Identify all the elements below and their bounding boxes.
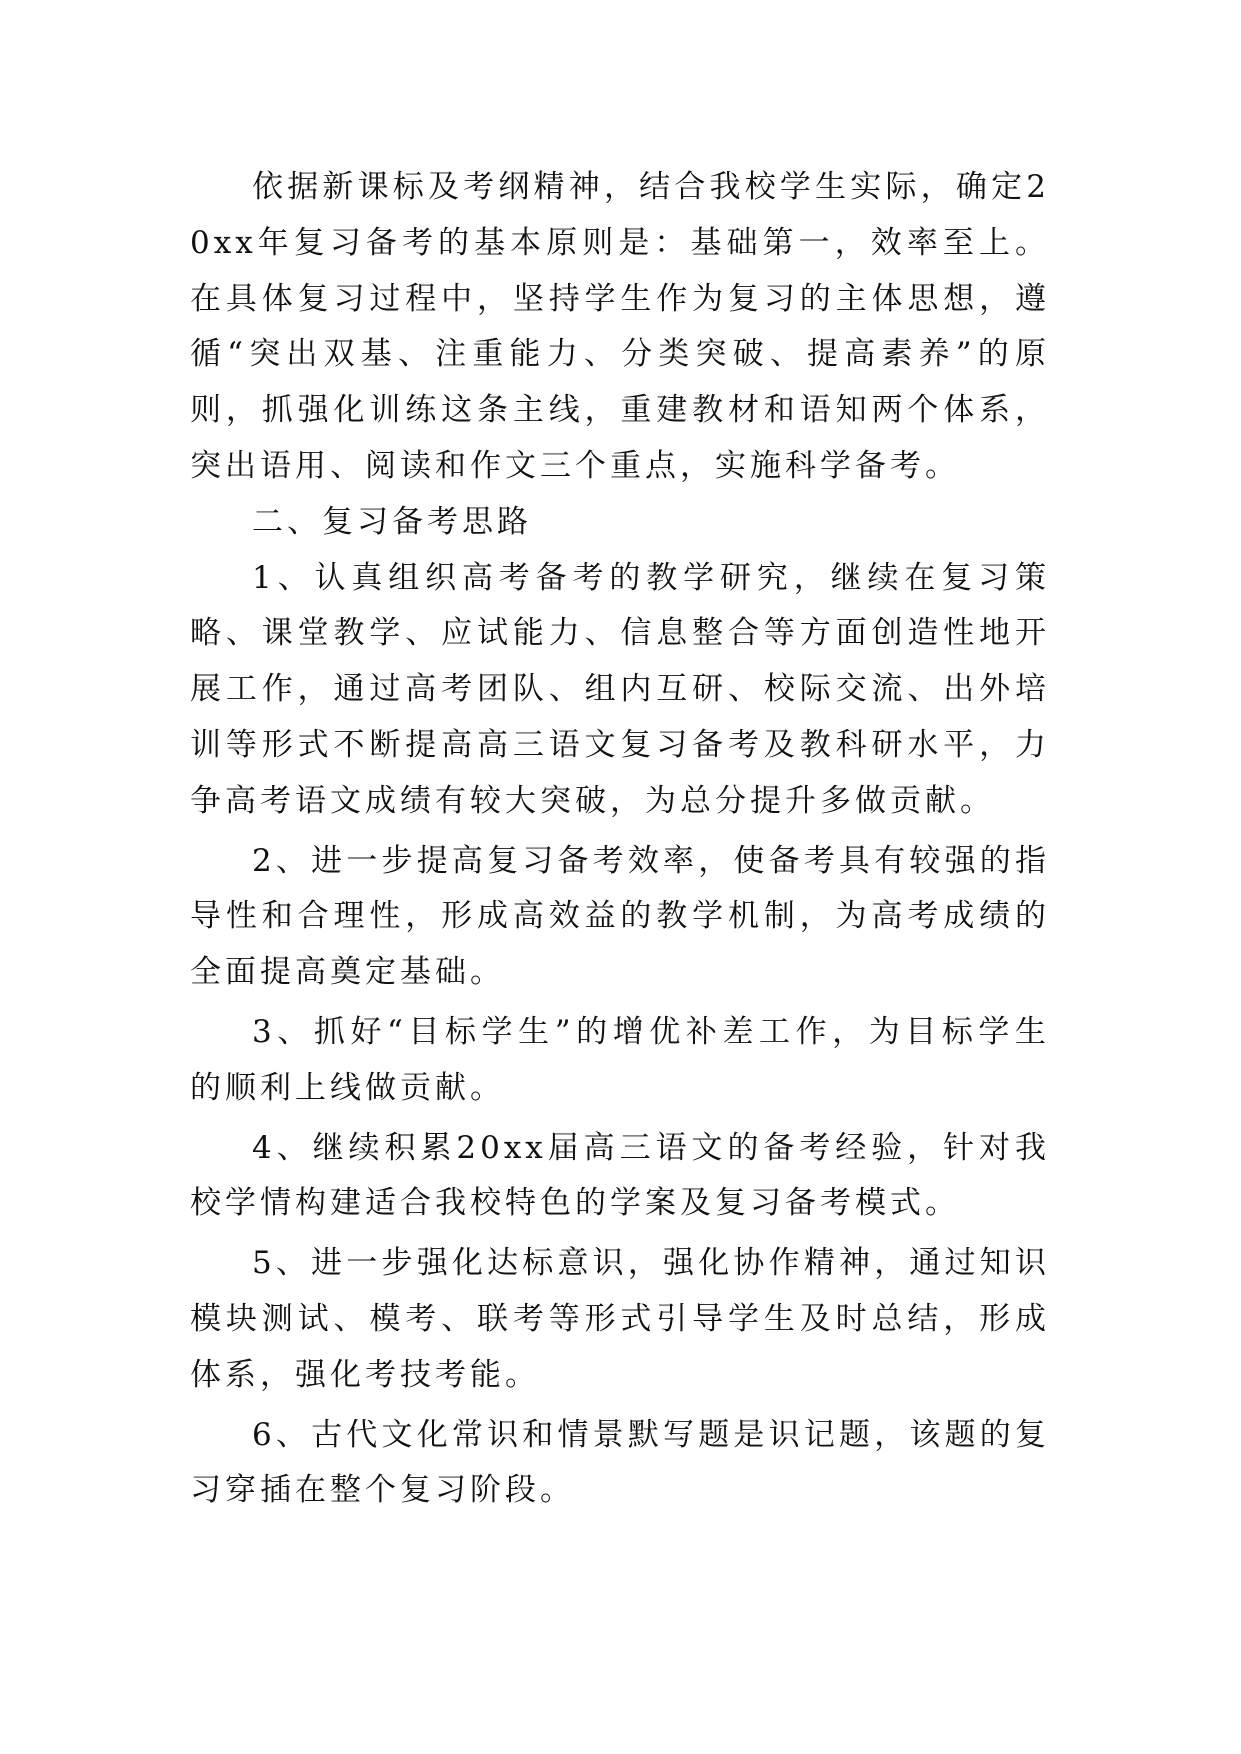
list-item-3: 3、抓好“目标学生”的增优补差工作，为目标学生的顺利上线做贡献。 xyxy=(190,1013,1050,1106)
list-item-4: 4、继续积累20xx届高三语文的备考经验，针对我校学情构建适合我校特色的学案及复习备考模式。 xyxy=(190,1129,1050,1222)
list-item-2: 2、进一步提高复习备考效率，使备考具有较强的指导性和合理性，形成高效益的教学机制，为高考成绩的全面提高奠定基础。 xyxy=(190,842,1050,991)
document-body xyxy=(190,160,1050,1519)
list-item-1: 1、认真组织高考备考的教学研究，继续在复习策略、课堂教学、应试能力、信息整合等方面创造性地开展工作，通过高考团队、组内互研、校际交流、出外培训等形式不断提高高三语文复习备考及教科研水平，力争高考语文成绩有较大突破，为总分提升多做贡献。 xyxy=(190,559,1050,819)
list-item-5: 5、进一步强化达标意识，强化协作精神，通过知识模块测试、模考、联考等形式引导学生及时总结，形成体系，强化考技考能。 xyxy=(190,1245,1050,1393)
section-heading-review-approach: 二、复习备考思路 xyxy=(252,503,532,540)
paragraph-principles: 依据新课标及考纲精神，结合我校学生实际，确定20xx年复习备考的基本原则是：基础第一，效率至上。在具体复习过程中，坚持学生作为复习的主体思想，遵循“突出双基、注重能力、分类突破、提高素养”的原则，抓强化训练这条主线，重建教材和语知两个体系，突出语用、阅读和作文三个重点，实施科学备考。 xyxy=(190,169,1050,484)
list-item-6: 6、古代文化常识和情景默写题是识记题，该题的复习穿插在整个复习阶段。 xyxy=(190,1416,1050,1509)
